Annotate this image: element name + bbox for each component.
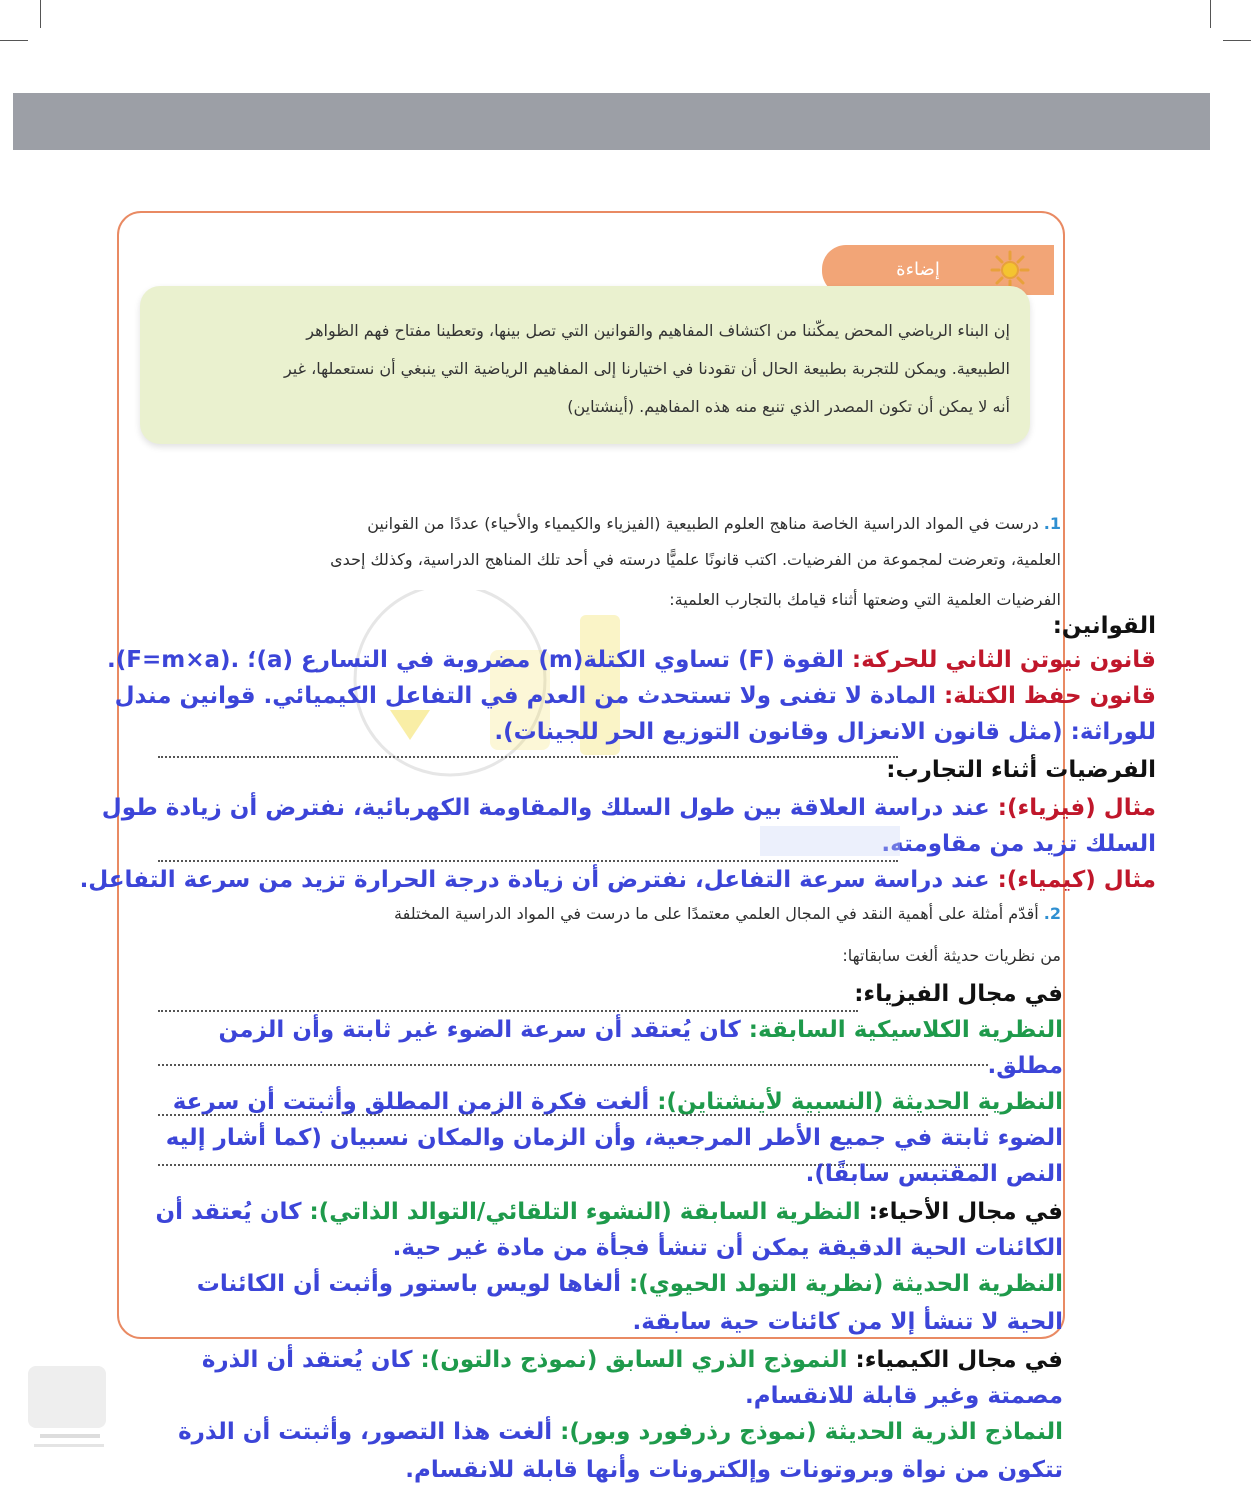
biology-prev-theory-text-cont: الكائنات الحية الدقيقة يمكن أن تنشأ فجأة من مادة غير حية. [392,1235,1063,1261]
header-band [13,93,1210,150]
modern-theory-label: النظرية الحديثة (النسبية لأينشتاين): [657,1089,1063,1115]
question-1-number: 1. [1043,514,1061,533]
modern-theory-text-cont: الضوء ثابتة في جميع الأطر المرجعية، وأن الزمان والمكان نسبيان (كما أشار إليه [165,1125,1063,1151]
chemistry-prev-model-text-cont: مصمتة وغير قابلة للانقسام. [745,1383,1063,1409]
answer-dotted-line [158,1064,988,1066]
biology-field-heading: في مجال الأحياء: [868,1199,1063,1225]
chemistry-new-model-text: ألغت هذا التصور، وأثبتت أن الذرة [178,1419,561,1445]
chemistry-field [202,1342,1063,1378]
mass-law-label: قانون حفظ الكتلة: [944,683,1156,709]
answer-dotted-line [158,756,898,758]
quote-line: أنه لا يمكن أن تكون المصدر الذي تنبع منه هذه المفاهيم. (أينشتاين) [567,397,1010,416]
crop-mark [1210,0,1211,28]
answer-physics-hypothesis [102,790,1156,826]
biology-new-theory-text: ألغاها لويس باستور وأثبت أن الكائنات [196,1271,630,1297]
watermark-text [760,818,900,864]
laws-heading: القوانين: [1052,613,1156,639]
mass-law-text: المادة لا تفنى ولا تستحدث من العدم في التفاعل الكيميائي. قوانين مندل [114,683,945,709]
question-1-line: العلمية، وتعرضت لمجموعة من الفرضيات. اكتب قانونًا علميًّا درسته في أحد تلك المناهج الدراسية، وكذلك إحدى [330,550,1061,569]
modern-theory-text: ألغت فكرة الزمن المطلق وأثبتت أن سرعة [172,1089,658,1115]
newton-law-text: القوة (F) تساوي الكتلة(m) مضروبة في التسارع (a)؛ .(F=m×a). [107,647,852,673]
question-2-number: 2. [1043,904,1061,923]
newton-law-label: قانون نيوتن الثاني للحركة: [851,647,1156,673]
chemistry-hypothesis-label: مثال (كيمياء): [997,867,1156,893]
answer-dotted-line [158,1114,988,1116]
chemistry-hypothesis-text: عند دراسة سرعة التفاعل، نفترض أن زيادة درجة الحرارة تزيد من سرعة التفاعل. [79,867,998,893]
physics-hypothesis-text: عند دراسة العلاقة بين طول السلك والمقاومة الكهربائية، نفترض أن زيادة طول [101,795,998,821]
question-1-text: درست في المواد الدراسية الخاصة مناهج العلوم الطبيعية (الفيزياء والكيمياء والأحياء) عددًا من القوانين [367,514,1039,533]
question-2-line: من نظريات حديثة ألغت سابقاتها: [842,946,1061,965]
quote-line: إن البناء الرياضي المحض يمكّننا من اكتشاف المفاهيم والقوانين التي تصل بينها، وتعطينا مفتاح فهم الظواهر [306,321,1010,340]
chemistry-field-heading: في مجال الكيمياء: [855,1347,1063,1373]
answer-newton-law [107,642,1156,678]
quote-callout [140,286,1030,444]
sun-icon [990,250,1030,290]
chemistry-new-model-text-cont: تتكون من نواة وبروتونات وإلكترونات وأنها قابلة للانقسام. [405,1457,1063,1483]
modern-theory-text-cont: النص المقتبس سابقًا). [805,1161,1063,1187]
question-1-line: الفرضيات العلمية التي وضعتها أثناء قيامك بالتجارب العلمية: [669,590,1061,609]
crop-mark [1223,40,1251,41]
mendel-law-text: (مثل قانون الانعزال وقانون التوزيع الحر للجينات). [494,719,1071,745]
chemistry-prev-model-text: كان يُعتقد أن الذرة [201,1347,421,1373]
quote-line: الطبيعية. ويمكن للتجربة بطبيعة الحال أن تقودنا في اختيارنا إلى المفاهيم الرياضية التي ينبغي أن نستعملها، غير [283,359,1010,378]
question-2-line [141,898,1061,930]
question-1-line [141,508,1061,540]
classic-theory-label: النظرية الكلاسيكية السابقة: [748,1017,1063,1043]
biology-new-theory-text-cont: الحية لا تنشأ إلا من كائنات حية سابقة. [632,1309,1063,1335]
physics-classic-theory [219,1012,1063,1048]
biology-prev-theory-text: كان يُعتقد أن [155,1199,310,1225]
biology-new-theory-label: النظرية الحديثة (نظرية التولد الحيوي): [629,1271,1063,1297]
hypotheses-heading: الفرضيات أثناء التجارب: [886,757,1156,783]
mendel-law-label: للوراثة: [1070,719,1156,745]
physics-field-heading: في مجال الفيزياء: [854,981,1063,1007]
question-2-text: أقدّم أمثلة على أهمية النقد في المجال العلمي معتمدًا على ما درست في المواد الدراسية المختلفة [394,904,1039,923]
classic-theory-text-cont: مطلق. [987,1053,1063,1079]
callout-title: إضاءة [896,259,940,280]
chemistry-prev-model-label: النموذج الذري السابق (نموذج دالتون): [420,1347,856,1373]
chemistry-new-model-label: النماذج الذرية الحديثة (نموذج رذرفورد وبور): [560,1419,1063,1445]
answer-mendel-law [494,714,1156,750]
crop-mark [40,0,41,28]
callout-tab-notch [1040,245,1054,270]
biology-field [155,1194,1063,1230]
crop-mark [0,40,28,41]
classic-theory-text: كان يُعتقد أن سرعة الضوء غير ثابتة وأن الزمن [218,1017,749,1043]
ministry-logo [20,1360,115,1460]
answer-mass-law [115,678,1156,714]
physics-hypothesis-text-cont: السلك تزيد من مقاومته. [881,831,1156,857]
chemistry-new-model [178,1414,1063,1450]
answer-chemistry-hypothesis [80,862,1156,898]
biology-prev-theory-label: النظرية السابقة (النشوء التلقائي/التوالد الذاتي): [309,1199,869,1225]
biology-new-theory [197,1266,1063,1302]
physics-hypothesis-label: مثال (فيزياء): [997,795,1156,821]
